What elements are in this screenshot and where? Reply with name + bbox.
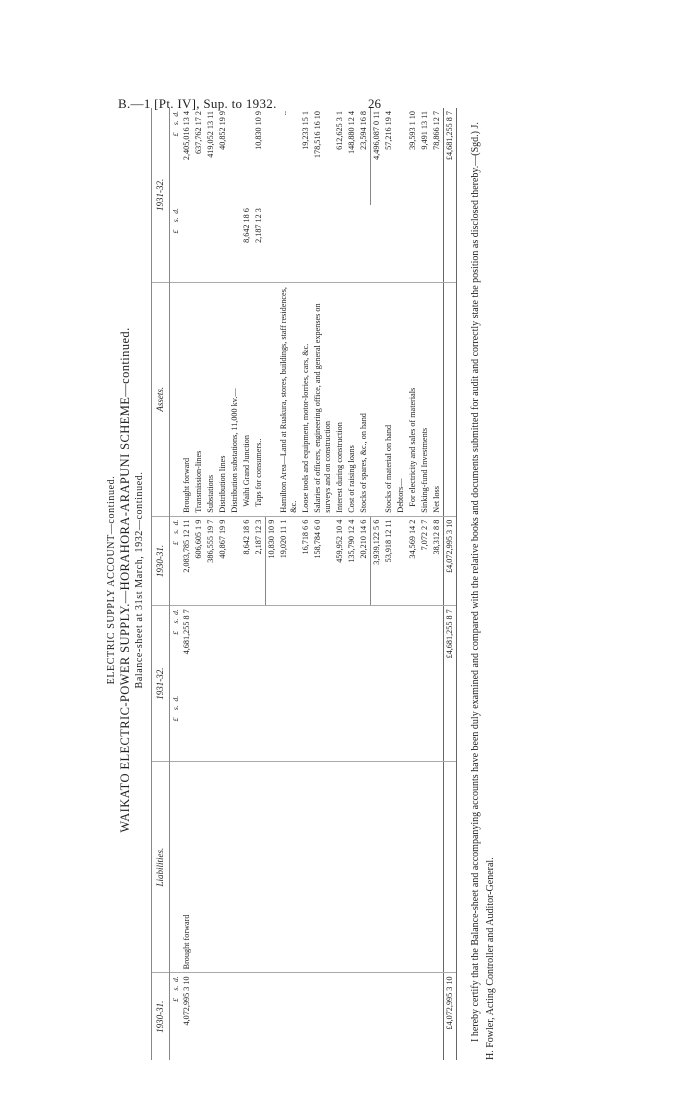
asset-1930: 53,918 12 11 <box>383 516 395 606</box>
table-row <box>419 108 431 1060</box>
page-number: 26 <box>368 96 381 111</box>
asset-label: Brought forward <box>181 282 193 516</box>
liab-label: Brought forward <box>181 761 193 973</box>
asset-1930: 20,210 14 6 <box>358 516 371 606</box>
asset-1930: 19,020 11 1 <box>278 516 300 606</box>
col-assets: Assets. <box>152 282 170 516</box>
balance-sheet-page <box>80 100 600 1060</box>
account-title: ELECTRIC SUPPLY ACCOUNT—continued. <box>106 475 117 685</box>
table-row <box>217 108 229 1060</box>
asset-1930: 8,642 18 6 <box>241 516 253 606</box>
balance-sheet-title: Balance-sheet at 31st March, 1932—continued. <box>134 471 145 689</box>
asset-subheading: Distribution substations, 11,000 kv.— <box>229 282 241 516</box>
table-row <box>278 108 300 1060</box>
title-block <box>106 100 145 1060</box>
asset-label: Sinking-fund Investments <box>419 282 431 516</box>
asset-1931: 57,216 19 4 <box>384 111 394 150</box>
table-row <box>395 108 407 1060</box>
asset-subtotal-1931: 4,496,087 0 11 <box>371 108 384 205</box>
asset-label: Cost of raising loans <box>346 282 358 516</box>
asset-1931: 178,516 16 10 <box>313 111 323 159</box>
asset-subheading: Debtors— <box>395 282 407 516</box>
unit-label: £ s. d. <box>170 609 180 635</box>
table-row <box>253 108 266 1060</box>
table-row <box>334 108 346 1060</box>
asset-label: Net loss <box>431 282 444 516</box>
col-liab-1930: 1930-31. <box>152 973 170 1060</box>
table-row <box>181 108 193 1060</box>
asset-1931: 148,880 12 4 <box>347 111 357 154</box>
asset-1931: 10,830 10 9 <box>254 111 264 150</box>
asset-1930: 40,867 19 9 <box>217 516 229 606</box>
asset-sub-1931: 8,642 18 6 <box>241 205 253 282</box>
liab-amount-1931: 4,681,255 8 7 <box>182 609 192 655</box>
asset-1930: 16,718 6 6 <box>300 516 312 606</box>
asset-label: Loose tools and equipment, motor-lorries, cars, &c. <box>300 282 312 516</box>
scheme-title: WAIKATO ELECTRIC-POWER SUPPLY.—HORAHORA-ARAPUNI SCHEME—continued. <box>118 327 132 833</box>
asset-1930: 158,784 6 0 <box>312 516 334 606</box>
table-row <box>358 108 371 1060</box>
asset-1931: 2,405,016 13 4 <box>182 111 192 161</box>
balance-sheet-table <box>151 108 457 1060</box>
asset-1930: 7,072 2 7 <box>419 516 431 606</box>
table-row <box>371 108 384 1060</box>
table-row <box>193 108 205 1060</box>
asset-label: Waihi Grand Junction <box>242 435 252 507</box>
audit-certificate: I hereby certify that the Balance-sheet and accompanying accounts have been duly examined and compared with the relative books and documents submitted for audit and correctly state the position as disclosed thereby.—(Sgd.) J. H. Fowler, Acting Controller and Auditor-General. <box>470 122 496 1060</box>
asset-1930: 135,790 12 4 <box>346 516 358 606</box>
col-assets-1931: 1931-32. <box>152 108 170 282</box>
asset-1930: 386,555 19 7 <box>205 516 217 606</box>
asset-1931: 23,594 16 8 <box>359 111 369 150</box>
running-head: B.—1 [Pt. IV], Sup. to 1932. <box>118 96 277 111</box>
asset-1931: 40,852 19 9 <box>218 111 228 150</box>
asset-label: Distribution lines <box>217 282 229 516</box>
asset-1930: 2,187 12 3 <box>253 516 266 606</box>
unit-label: £ s. d. <box>169 205 181 282</box>
table-row <box>300 108 312 1060</box>
table-row <box>407 108 419 1060</box>
column-header-row <box>152 108 170 1060</box>
unit-label: £ s. d. <box>169 693 181 761</box>
asset-1931: .. <box>279 111 289 116</box>
asset-1931: 9,491 13 11 <box>420 111 430 150</box>
liab-total-1930: £4,072,995 3 10 <box>444 973 457 1060</box>
asset-label: Taps for consumers.. <box>254 438 264 507</box>
asset-label: Interest during construction <box>334 282 346 516</box>
liab-amount-1930: 4,072,995 3 10 <box>182 976 192 1026</box>
table-row <box>383 108 395 1060</box>
asset-1930: 38,312 8 8 <box>431 516 444 606</box>
liab-total-1931: £4,681,255 8 7 <box>444 606 457 693</box>
table-row <box>431 108 444 1060</box>
asset-1931: 78,866 12 7 <box>432 111 442 150</box>
assets-total-1931: £4,681,255 8 7 <box>444 108 457 205</box>
asset-1930: 459,952 10 4 <box>334 516 346 606</box>
asset-1931: 637,762 17 2 <box>194 111 204 154</box>
unit-label: £ s. d. <box>170 976 180 1002</box>
asset-label: Substations <box>205 282 217 516</box>
asset-1931: 419,052 13 11 <box>206 111 216 158</box>
col-assets-1930: 1930-31. <box>152 516 170 606</box>
asset-label: Stocks of spares, &c., on hand <box>358 282 371 516</box>
asset-label: For electricity and sales of materials <box>408 387 418 507</box>
asset-1930: 34,569 14 2 <box>407 516 419 606</box>
col-liab-1931: 1931-32. <box>152 606 170 762</box>
col-liabilities: Liabilities. <box>152 761 170 973</box>
unit-label: £ s. d. <box>170 111 180 137</box>
asset-label: Transmission-lines <box>193 282 205 516</box>
asset-subtotal-1930: 10,830 10 9 <box>266 516 279 606</box>
asset-1930: 2,083,785 12 11 <box>181 516 193 606</box>
asset-1930: 606,605 1 9 <box>193 516 205 606</box>
assets-total-1930: £4,072,995 3 10 <box>444 516 457 606</box>
unit-label: £ s. d. <box>169 516 181 606</box>
asset-subtotal-1930: 3,939,122 5 6 <box>371 516 384 606</box>
asset-label: Salaries of officers, engineering office, and general expenses on surveys and on construction <box>312 282 334 516</box>
asset-1931: 39,593 1 10 <box>408 111 418 150</box>
table-row <box>312 108 334 1060</box>
table-row <box>241 108 253 1060</box>
units-row <box>169 108 181 1060</box>
table-row <box>346 108 358 1060</box>
asset-1931: 19,233 15 1 <box>301 111 311 150</box>
table-row <box>205 108 217 1060</box>
asset-1931: 612,625 3 1 <box>335 111 345 150</box>
total-row <box>444 108 457 1060</box>
table-row <box>266 108 279 1060</box>
asset-label: Stocks of material on hand <box>383 282 395 516</box>
table-row <box>229 108 241 1060</box>
asset-label: Hamilton Area—Land at Ruakura, stores, buildings, staff residences, &c. <box>278 282 300 516</box>
asset-sub-1931: 2,187 12 3 <box>253 205 266 282</box>
